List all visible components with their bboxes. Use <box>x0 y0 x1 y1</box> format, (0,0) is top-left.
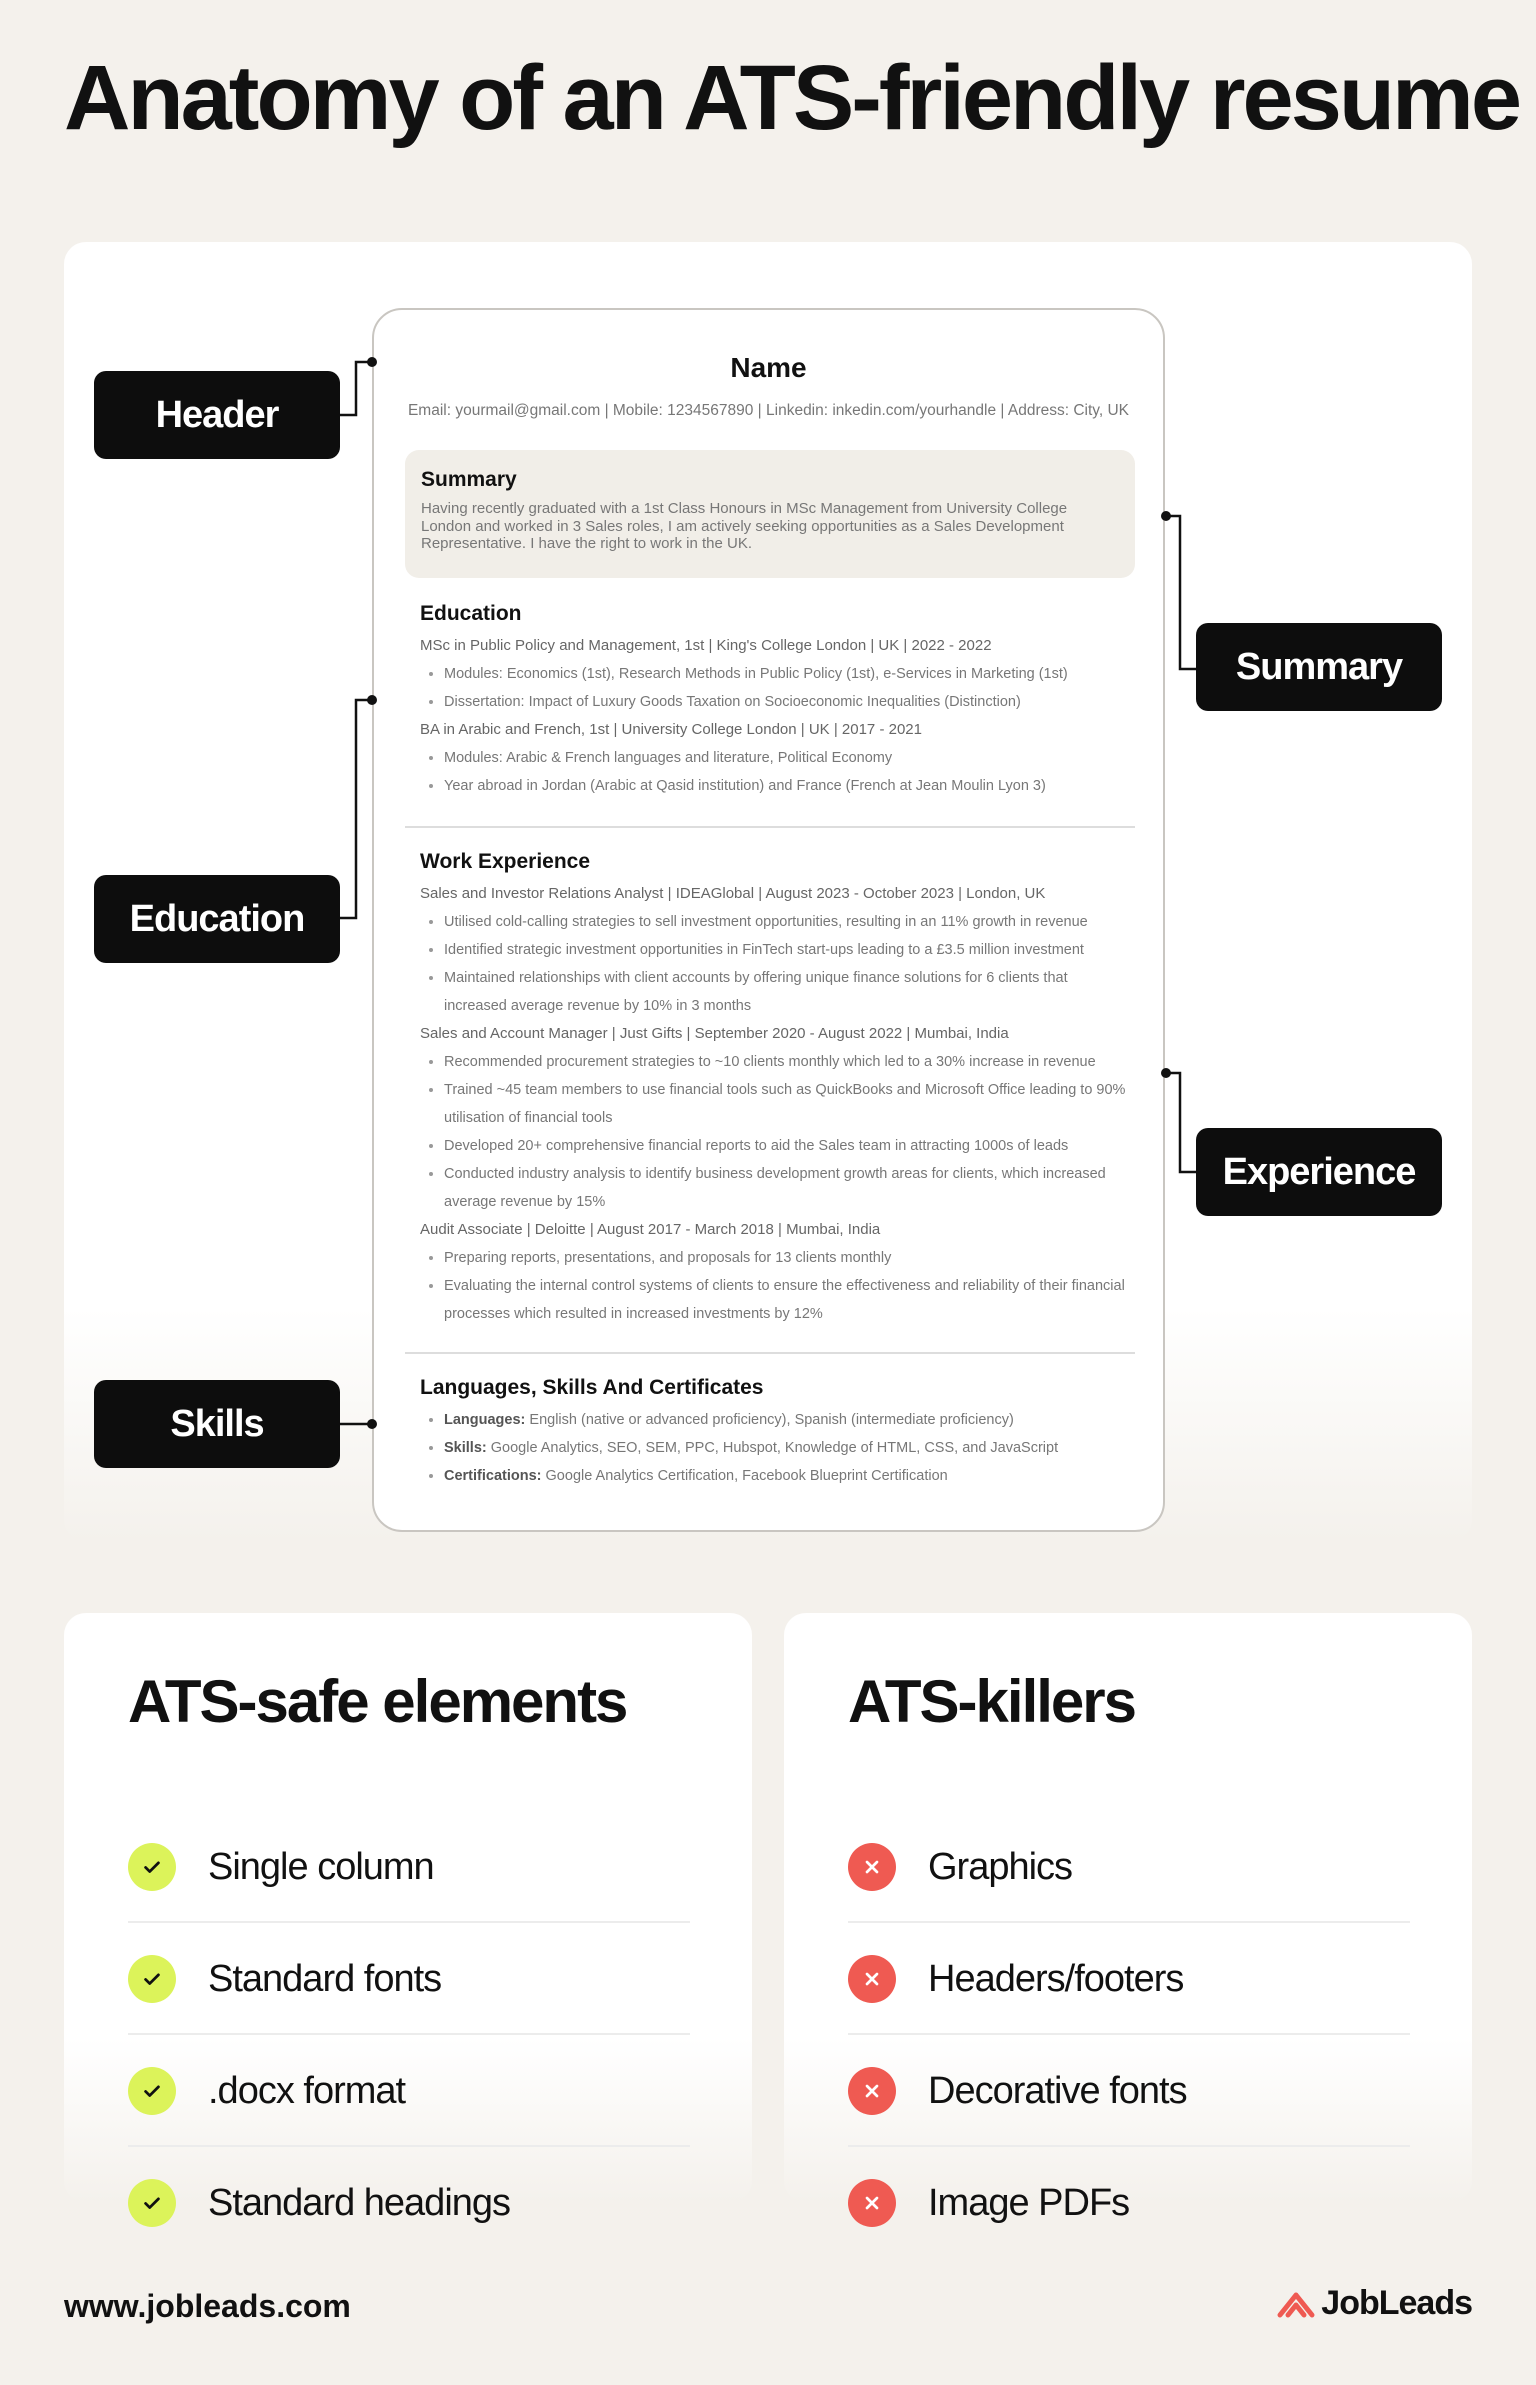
list-item-label: Headers/footers <box>928 1957 1184 2000</box>
header-connector-dot <box>367 357 377 367</box>
list-item-label: Single column <box>208 1845 434 1888</box>
jobleads-logo-text: JobLeads <box>1321 2284 1472 2322</box>
footer-url[interactable]: www.jobleads.com <box>64 2288 351 2324</box>
list-item-label: Graphics <box>928 1845 1073 1888</box>
jobleads-logo <box>1277 2284 1472 2323</box>
work-entry: Audit Associate | Deloitte | August 2017 - March 2018 | Mumbai, India <box>420 1221 881 1238</box>
list-item <box>848 1811 1410 1923</box>
work-entry: Sales and Investor Relations Analyst | IDEAGlobal | August 2023 - October 2023 | London, UK <box>420 885 1046 902</box>
skills-value: Google Analytics, SEO, SEM, PPC, Hubspot, Knowledge of HTML, CSS, and JavaScript <box>490 1440 1059 1456</box>
work-bullet: Recommended procurement strategies to ~10 clients monthly which led to a 30% increase in revenue <box>420 1048 1130 1076</box>
skills-value: Google Analytics Certification, Facebook Blueprint Certification <box>545 1468 948 1484</box>
check-icon <box>128 2067 176 2115</box>
list-item <box>128 2035 690 2147</box>
experience-connector-dot <box>1161 1068 1171 1078</box>
education-bullet: Modules: Economics (1st), Research Methods in Public Policy (1st), e-Services in Marketing (1st) <box>420 660 1130 688</box>
list-item-label: Standard fonts <box>208 1957 442 2000</box>
ats-safe-heading: ATS-safe elements <box>128 1668 627 1735</box>
tag-skills: Skills <box>94 1380 340 1468</box>
education-bullet: Dissertation: Impact of Luxury Goods Taxation on Socioeconomic Inequalities (Distinction) <box>420 688 1130 716</box>
resume-education-heading: Education <box>420 602 522 625</box>
tag-experience: Experience <box>1196 1128 1442 1216</box>
resume-work-heading: Work Experience <box>420 850 591 873</box>
cross-icon <box>848 2067 896 2115</box>
education-connector <box>340 700 372 918</box>
list-item <box>848 2035 1410 2147</box>
check-icon <box>128 1843 176 1891</box>
list-item <box>848 1923 1410 2035</box>
skills-label: Certifications: <box>444 1468 542 1484</box>
list-item <box>128 1811 690 1923</box>
summary-connector-dot <box>1161 511 1171 521</box>
cross-icon <box>848 1843 896 1891</box>
cross-icon <box>848 2179 896 2227</box>
ats-killers-heading: ATS-killers <box>848 1668 1135 1735</box>
resume-summary-text: Having recently graduated with a 1st Class Honours in MSc Management from University College London and worked in 3 Sales roles, I am actively seeking opportunities as a Sales Development Representative. I have the right to work in the UK. <box>421 500 1068 552</box>
list-item-label: Standard headings <box>208 2181 511 2224</box>
education-bullet: Modules: Arabic & French languages and literature, Political Economy <box>420 744 1130 772</box>
list-item-label: Decorative fonts <box>928 2069 1187 2112</box>
work-entry: Sales and Account Manager | Just Gifts | September 2020 - August 2022 | Mumbai, India <box>420 1025 1009 1042</box>
resume-skills-heading: Languages, Skills And Certificates <box>420 1376 764 1399</box>
tag-education: Education <box>94 875 340 963</box>
resume-summary-heading: Summary <box>421 468 517 491</box>
work-bullet: Trained ~45 team members to use financial tools such as QuickBooks and Microsoft Office leading to 90% utilisation of financial tools <box>420 1076 1130 1132</box>
skills-connector-dot <box>367 1419 377 1429</box>
work-bullet: Evaluating the internal control systems of clients to ensure the effectiveness and reliability of their financial processes which resulted in increased investments by 12% <box>420 1272 1130 1328</box>
skills-value: English (native or advanced proficiency), Spanish (intermediate proficiency) <box>529 1412 1014 1428</box>
tag-summary: Summary <box>1196 623 1442 711</box>
summary-connector <box>1166 516 1196 669</box>
education-bullet: Year abroad in Jordan (Arabic at Qasid institution) and France (French at Jean Moulin Lyon 3) <box>420 772 1130 800</box>
list-item <box>128 2147 690 2259</box>
education-entry: BA in Arabic and French, 1st | University College London | UK | 2017 - 2021 <box>420 721 922 738</box>
list-item-label: .docx format <box>208 2069 406 2112</box>
page-title: Anatomy of an ATS-friendly resume <box>64 47 1520 149</box>
skills-label: Skills: <box>444 1440 487 1456</box>
tag-header: Header <box>94 371 340 459</box>
check-icon <box>128 1955 176 2003</box>
cross-icon <box>848 1955 896 2003</box>
work-bullet: Maintained relationships with client accounts by offering unique finance solutions for 6 clients that increased average revenue by 10% in 3 months <box>420 964 1130 1020</box>
resume-name: Name <box>730 352 807 383</box>
ats-killers-card <box>784 1613 1472 2224</box>
list-item <box>128 1923 690 2035</box>
education-connector-dot <box>367 695 377 705</box>
work-bullet: Conducted industry analysis to identify business development growth areas for clients, which increased average revenue by 15% <box>420 1160 1130 1216</box>
work-bullet: Utilised cold-calling strategies to sell investment opportunities, resulting in an 11% growth in revenue <box>420 908 1130 936</box>
check-icon <box>128 2179 176 2227</box>
list-item <box>848 2147 1410 2259</box>
resume-contact: Email: yourmail@gmail.com | Mobile: 1234567890 | Linkedin: inkedin.com/yourhandle | Address: City, UK <box>407 402 1130 419</box>
skills-label: Languages: <box>444 1412 526 1428</box>
experience-connector <box>1166 1073 1196 1172</box>
education-entry: MSc in Public Policy and Management, 1st | King's College London | UK | 2022 - 2022 <box>420 637 992 654</box>
work-bullet: Identified strategic investment opportunities in FinTech start-ups leading to a £3.5 million investment <box>420 936 1130 964</box>
ats-safe-card <box>64 1613 752 2224</box>
work-bullet: Preparing reports, presentations, and proposals for 13 clients monthly <box>420 1244 1130 1272</box>
work-bullet: Developed 20+ comprehensive financial reports to aid the Sales team in attracting 1000s of leads <box>420 1132 1130 1160</box>
list-item-label: Image PDFs <box>928 2181 1130 2224</box>
header-connector <box>340 362 372 415</box>
jobleads-logo-icon <box>1277 2290 1315 2318</box>
